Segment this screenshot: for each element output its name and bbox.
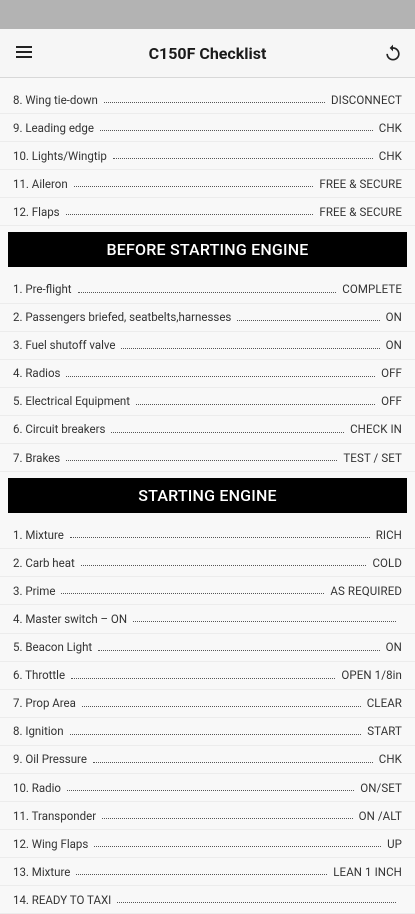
checklist-item-value: ON/SET <box>360 780 402 795</box>
checklist-item[interactable] <box>0 858 415 886</box>
checklist-item-label: 4. Master switch – ON <box>13 611 128 626</box>
checklist-item-value: FREE & SECURE <box>319 204 402 219</box>
checklist <box>0 78 415 914</box>
dotted-leader <box>133 621 396 622</box>
dotted-leader <box>81 565 367 566</box>
checklist-item-value: START <box>367 724 402 739</box>
dotted-leader <box>66 460 337 461</box>
checklist-item-label: 12. Wing Flaps <box>13 836 89 851</box>
checklist-item-value: CHECK IN <box>350 422 402 437</box>
dotted-leader <box>136 404 375 405</box>
checklist-item-value: RICH <box>375 527 402 542</box>
checklist-item[interactable] <box>0 605 415 633</box>
checklist-item-label: 7. Prop Area <box>13 696 76 711</box>
checklist-item[interactable] <box>0 774 415 802</box>
checklist-item-label: 1. Mixture <box>13 527 64 542</box>
checklist-item-value: ON <box>385 310 402 325</box>
refresh-icon[interactable] <box>383 43 403 63</box>
dotted-leader <box>70 734 362 735</box>
checklist-item-label: 11. Aileron <box>13 176 68 191</box>
checklist-item-label: 10. Radio <box>13 780 61 795</box>
checklist-item-label: 3. Prime <box>13 583 56 598</box>
checklist-item[interactable] <box>0 802 415 830</box>
dotted-leader <box>102 818 352 819</box>
dotted-leader <box>67 790 354 791</box>
checklist-item[interactable] <box>0 886 415 914</box>
dotted-leader <box>93 762 373 763</box>
checklist-section-before-starting-engine <box>0 275 415 472</box>
checklist-item-value: CHK <box>378 752 402 767</box>
checklist-item-label: 3. Fuel shutoff valve <box>13 338 116 353</box>
checklist-item-label: 12. Flaps <box>13 204 60 219</box>
checklist-item-value: CHK <box>378 148 402 163</box>
checklist-item[interactable] <box>0 549 415 577</box>
checklist-item-value: OPEN 1/8in <box>341 668 402 683</box>
checklist-item[interactable] <box>0 830 415 858</box>
checklist-item-label: 9. Leading edge <box>13 120 94 135</box>
checklist-item[interactable] <box>0 86 415 114</box>
checklist-item[interactable] <box>0 114 415 142</box>
dotted-leader <box>61 593 324 594</box>
checklist-item-value: ON <box>385 338 402 353</box>
checklist-item-label: 4. Radios <box>13 366 61 381</box>
checklist-item-label: 14. READY TO TAXI <box>13 892 112 907</box>
checklist-item-value: AS REQUIRED <box>330 583 402 598</box>
checklist-item-value: UP <box>387 836 402 851</box>
checklist-item[interactable] <box>0 634 415 662</box>
dotted-leader <box>237 320 379 321</box>
dotted-leader <box>71 678 335 679</box>
checklist-item[interactable] <box>0 718 415 746</box>
checklist-item[interactable] <box>0 170 415 198</box>
checklist-item-label: 9. Oil Pressure <box>13 752 87 767</box>
checklist-section-starting-engine <box>0 521 415 914</box>
checklist-item-value: OFF <box>381 394 402 409</box>
dotted-leader <box>74 186 314 187</box>
dotted-leader <box>98 650 379 651</box>
checklist-item-label: 10. Lights/Wingtip <box>13 148 107 163</box>
checklist-item-label: 5. Beacon Light <box>13 640 93 655</box>
app-bar <box>0 29 415 78</box>
section-header-starting-engine: STARTING ENGINE <box>8 478 407 513</box>
checklist-item[interactable] <box>0 142 415 170</box>
checklist-item-label: 13. Mixture <box>13 864 71 879</box>
checklist-item-label: 8. Wing tie-down <box>13 92 98 107</box>
checklist-item-value: FREE & SECURE <box>319 176 402 191</box>
checklist-item[interactable] <box>0 360 415 388</box>
checklist-item-label: 2. Carb heat <box>13 555 75 570</box>
dotted-leader <box>104 102 325 103</box>
checklist-item-value: ON /ALT <box>358 808 402 823</box>
dotted-leader <box>94 846 381 847</box>
checklist-item-label: 7. Brakes <box>13 450 61 465</box>
checklist-item[interactable] <box>0 521 415 549</box>
dotted-leader <box>66 376 375 377</box>
checklist-item[interactable] <box>0 416 415 444</box>
checklist-item-value: CHK <box>378 120 402 135</box>
checklist-item[interactable] <box>0 332 415 360</box>
checklist-item[interactable] <box>0 577 415 605</box>
dotted-leader <box>78 292 337 293</box>
dotted-leader <box>117 902 396 903</box>
checklist-item-value: COLD <box>372 555 402 570</box>
hamburger-menu-icon[interactable] <box>16 46 32 58</box>
dotted-leader <box>111 432 344 433</box>
checklist-item[interactable] <box>0 444 415 472</box>
checklist-section-pre <box>0 86 415 226</box>
checklist-item-label: 5. Electrical Equipment <box>13 394 131 409</box>
dotted-leader <box>113 158 373 159</box>
checklist-item-label: 11. Transponder <box>13 808 97 823</box>
section-header-before-starting-engine: BEFORE STARTING ENGINE <box>8 232 407 267</box>
checklist-item[interactable] <box>0 275 415 303</box>
checklist-item[interactable] <box>0 662 415 690</box>
dotted-leader <box>76 874 327 875</box>
checklist-item[interactable] <box>0 746 415 774</box>
checklist-item-label: 8. Ignition <box>13 724 64 739</box>
checklist-item-label: 1. Pre-flight <box>13 282 72 297</box>
checklist-item-value: LEAN 1 INCH <box>333 864 402 879</box>
page-title: C150F Checklist <box>148 43 267 63</box>
checklist-item-value: COMPLETE <box>342 282 402 297</box>
checklist-item-value: CLEAR <box>366 696 402 711</box>
dotted-leader <box>66 214 314 215</box>
checklist-item-value: DISCONNECT <box>330 92 402 107</box>
checklist-item-value: OFF <box>381 366 402 381</box>
checklist-item-label: 2. Passengers briefed, seatbelts,harnesses <box>13 310 232 325</box>
dotted-leader <box>100 130 373 131</box>
checklist-item[interactable] <box>0 304 415 332</box>
checklist-item-value: ON <box>385 640 402 655</box>
checklist-item[interactable] <box>0 388 415 416</box>
dotted-leader <box>121 348 379 349</box>
dotted-leader <box>82 706 361 707</box>
checklist-item-label: 6. Throttle <box>13 668 66 683</box>
dotted-leader <box>70 537 370 538</box>
checklist-item[interactable] <box>0 198 415 226</box>
checklist-item-value: TEST / SET <box>343 450 402 465</box>
status-bar <box>0 0 415 29</box>
checklist-item[interactable] <box>0 690 415 718</box>
checklist-item-label: 6. Circuit breakers <box>13 422 106 437</box>
